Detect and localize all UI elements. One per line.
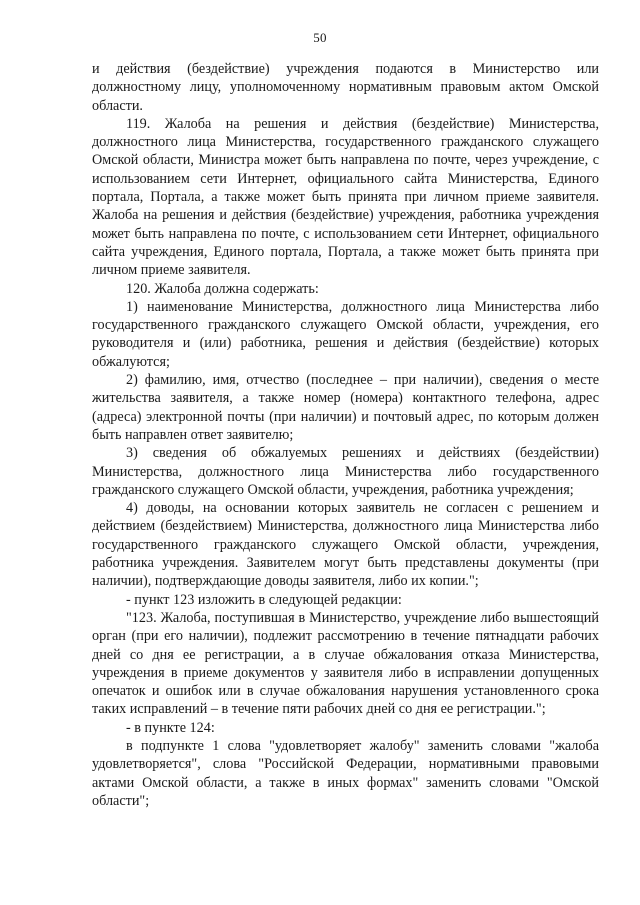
page-number: 50 <box>313 30 327 45</box>
amendment-124-intro: - в пункте 124: <box>126 719 215 736</box>
paragraph: и действия (бездействие) учреждения подаются в Министерство или должностному лицу, уполномоченному нормативным правовым актом Омской области. <box>92 61 599 114</box>
list-item-1: 1) наименование Министерства, должностного лица Министерства либо государственного гражданского служащего Омской области, учреждения, его руководителя и (или) работника, решения и действия (бездействие) которых обжалуются; <box>92 298 599 370</box>
amendment-124-subitem-1: в подпункте 1 слова "удовлетворяет жалобу" заменить словами "жалоба удовлетворяется", слова "Российской Федерации, нормативными правовыми актами Омской области, а также в иных формах" заменить словами "Омской области"; <box>92 737 599 809</box>
list-item-3: 3) сведения об обжалуемых решениях и действиях (бездействии) Министерства, должностного лица Министерства либо государственного гражданского служащего Омской области, учреждения, работника учреждения; <box>92 445 599 498</box>
list-item-4: 4) доводы, на основании которых заявитель не согласен с решением и действием (бездействием) Министерства, должностного лица Министерства либо государственного гражданского служащего Омской области, учреждения, работника учреждения. Заявителем могут быть представлены документы (при наличии), подтверждающие доводы заявителя, либо их копии."; <box>92 500 599 590</box>
document-body <box>92 60 599 810</box>
amendment-123-intro: - пункт 123 изложить в следующей редакции: <box>126 591 402 608</box>
list-item-2: 2) фамилию, имя, отчество (последнее – при наличии), сведения о месте жительства заявителя, а также номер (номера) контактного телефона, адрес (адреса) электронной почты (при наличии) и почтовый адрес, по которым должен быть направлен ответ заявителю; <box>92 372 599 443</box>
paragraph-120: 120. Жалоба должна содержать: <box>126 280 319 297</box>
paragraph-119: 119. Жалоба на решения и действия (бездействие) Министерства, должностного лица Министерства, государственного гражданского служащего Омской области, Министра может быть направлена по почте, через учреждение, с использованием сети Интернет, официального сайта Министерства, Единого портала, Портала, а также может быть принята при личном приеме заявителя. Жалоба на решения и действия (бездействие) учреждения, работника учреждения может быть направлена по почте, с использованием сети Интернет, официального сайта учреждения, Единого портала, Портала, а также может быть принята при личном приеме заявителя. <box>92 115 599 279</box>
paragraph-123: "123. Жалоба, поступившая в Министерство, учреждение либо вышестоящий орган (при его наличии), подлежит рассмотрению в течение пятнадцати рабочих дней со дня ее регистрации, а в случае обжалования отказа Министерства, учреждения в приеме документов у заявителя либо в исправлении допущенных опечаток и ошибок или в случае обжалования нарушения установленного срока таких исправлений – в течение пяти рабочих дней со дня ее регистрации."; <box>92 609 599 718</box>
